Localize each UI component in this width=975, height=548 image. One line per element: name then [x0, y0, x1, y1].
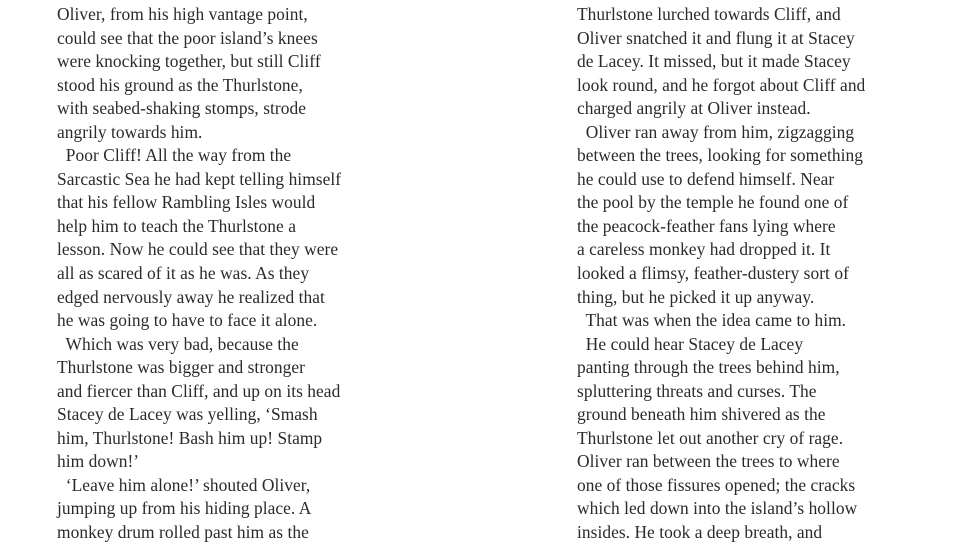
text-line: panting through the trees behind him,	[577, 357, 840, 378]
text-line: all as scared of it as he was. As they	[57, 263, 310, 284]
text-line: thing, but he picked it up anyway.	[577, 286, 815, 307]
text-line: a careless monkey had dropped it. It	[577, 239, 831, 260]
text-line: between the trees, looking for something	[577, 145, 863, 166]
right-page-text	[577, 3, 922, 545]
text-line: ‘Leave him alone!’ shouted Oliver,	[57, 474, 311, 495]
text-line: him down!’	[57, 451, 140, 472]
text-line: Oliver snatched it and flung it at Stacey	[577, 27, 855, 48]
text-line: Thurlstone was bigger and stronger	[57, 357, 306, 378]
text-line: the pool by the temple he found one of	[577, 192, 849, 213]
text-line: angrily towards him.	[57, 121, 203, 142]
text-line: which led down into the island’s hollow	[577, 498, 858, 519]
text-line: de Lacey. It missed, but it made Stacey	[577, 51, 851, 72]
text-line: Thurlstone let out another cry of rage.	[577, 427, 844, 448]
text-line: lesson. Now he could see that they were	[57, 239, 339, 260]
text-line: spluttering threats and curses. The	[577, 380, 817, 401]
text-line: Poor Cliff! All the way from the	[57, 145, 292, 166]
text-line: could see that the poor island’s knees	[57, 27, 318, 48]
text-line: edged nervously away he realized that	[57, 286, 325, 307]
text-line: he was going to have to face it alone.	[57, 310, 318, 331]
text-line: one of those fissures opened; the cracks	[577, 474, 856, 495]
text-line: Oliver ran away from him, zigzagging	[577, 121, 855, 142]
text-line: insides. He took a deep breath, and	[577, 522, 823, 543]
text-line: stood his ground as the Thurlstone,	[57, 74, 303, 95]
text-line: he could use to defend himself. Near	[577, 168, 835, 189]
text-line: looked a flimsy, feather-dustery sort of	[577, 263, 849, 284]
text-line: Oliver ran between the trees to where	[577, 451, 840, 472]
text-line: Stacey de Lacey was yelling, ‘Smash	[57, 404, 318, 425]
text-line: with seabed-shaking stomps, strode	[57, 98, 306, 119]
text-line: Oliver, from his high vantage point,	[57, 4, 308, 24]
text-line: help him to teach the Thurlstone a	[57, 215, 296, 236]
text-line: charged angrily at Oliver instead.	[577, 98, 811, 119]
text-line: and fiercer than Cliff, and up on its head	[57, 380, 341, 401]
text-line: He could hear Stacey de Lacey	[577, 333, 804, 354]
text-line: him, Thurlstone! Bash him up! Stamp	[57, 427, 323, 448]
text-line: Sarcastic Sea he had kept telling himself	[57, 168, 342, 189]
text-line: jumping up from his hiding place. A	[57, 498, 312, 519]
left-page-text	[57, 3, 387, 545]
text-line: look round, and he forgot about Cliff and	[577, 74, 866, 95]
text-line: that his fellow Rambling Isles would	[57, 192, 316, 213]
text-line: That was when the idea came to him.	[577, 310, 847, 331]
text-line: Which was very bad, because the	[57, 333, 299, 354]
text-line: the peacock-feather fans lying where	[577, 215, 836, 236]
text-line: monkey drum rolled past him as the	[57, 522, 309, 543]
text-line: were knocking together, but still Cliff	[57, 51, 321, 72]
text-line: Thurlstone lurched towards Cliff, and	[577, 4, 841, 24]
text-line: ground beneath him shivered as the	[577, 404, 826, 425]
